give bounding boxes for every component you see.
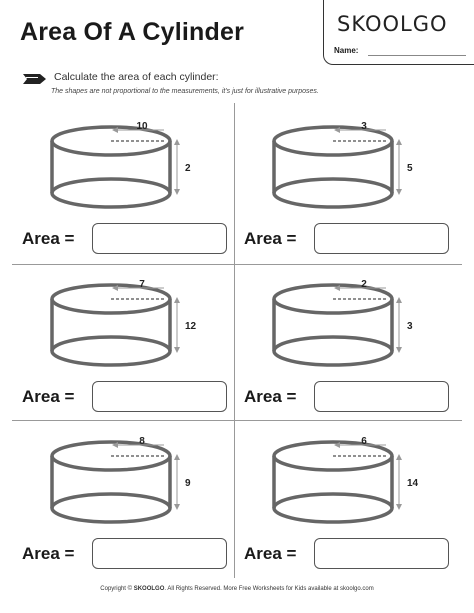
area-label: Area = xyxy=(22,544,75,563)
area-answer-box[interactable] xyxy=(314,223,449,254)
name-label: Name: xyxy=(334,46,359,55)
radius-label: 8 xyxy=(139,436,145,447)
height-label: 12 xyxy=(185,321,197,332)
footer-brand: SKOOLGO xyxy=(133,586,165,592)
height-label: 9 xyxy=(185,478,191,489)
row-divider xyxy=(12,420,462,421)
height-label: 5 xyxy=(407,163,413,174)
problem-4 xyxy=(236,266,458,416)
area-answer-box[interactable] xyxy=(92,381,227,412)
instruction-note: The shapes are not proportional to the measurements, it's just for illustrative purposes. xyxy=(51,88,319,95)
problem-6 xyxy=(236,423,458,573)
arrow-bullet-icon xyxy=(23,74,47,84)
radius-label: 7 xyxy=(139,279,145,290)
brand-panel xyxy=(323,0,474,65)
problem-5 xyxy=(14,423,236,573)
area-answer-box[interactable] xyxy=(314,538,449,569)
page-title: Area Of A Cylinder xyxy=(20,18,245,46)
height-label: 2 xyxy=(185,163,191,174)
radius-label: 3 xyxy=(361,121,367,132)
radius-label: 6 xyxy=(361,436,367,447)
skoolgo-logo: SKOOLGO xyxy=(337,12,448,36)
name-field[interactable] xyxy=(368,55,466,56)
problem-2 xyxy=(236,108,458,258)
area-label: Area = xyxy=(244,544,297,563)
area-answer-box[interactable] xyxy=(314,381,449,412)
instruction-text: Calculate the area of each cylinder: xyxy=(54,71,219,83)
area-label: Area = xyxy=(22,387,75,406)
area-answer-box[interactable] xyxy=(92,223,227,254)
area-label: Area = xyxy=(244,387,297,406)
area-label: Area = xyxy=(22,229,75,248)
problem-1 xyxy=(14,108,236,258)
height-label: 3 xyxy=(407,321,413,332)
footer: Copyright © SKOOLGO. All Rights Reserved. More Free Worksheets for Kids available at skoolgo.com xyxy=(100,586,374,592)
problem-3 xyxy=(14,266,236,416)
radius-label: 2 xyxy=(361,279,367,290)
area-label: Area = xyxy=(244,229,297,248)
radius-label: 10 xyxy=(136,121,148,132)
height-label: 14 xyxy=(407,478,419,489)
area-answer-box[interactable] xyxy=(92,538,227,569)
row-divider xyxy=(12,264,462,265)
